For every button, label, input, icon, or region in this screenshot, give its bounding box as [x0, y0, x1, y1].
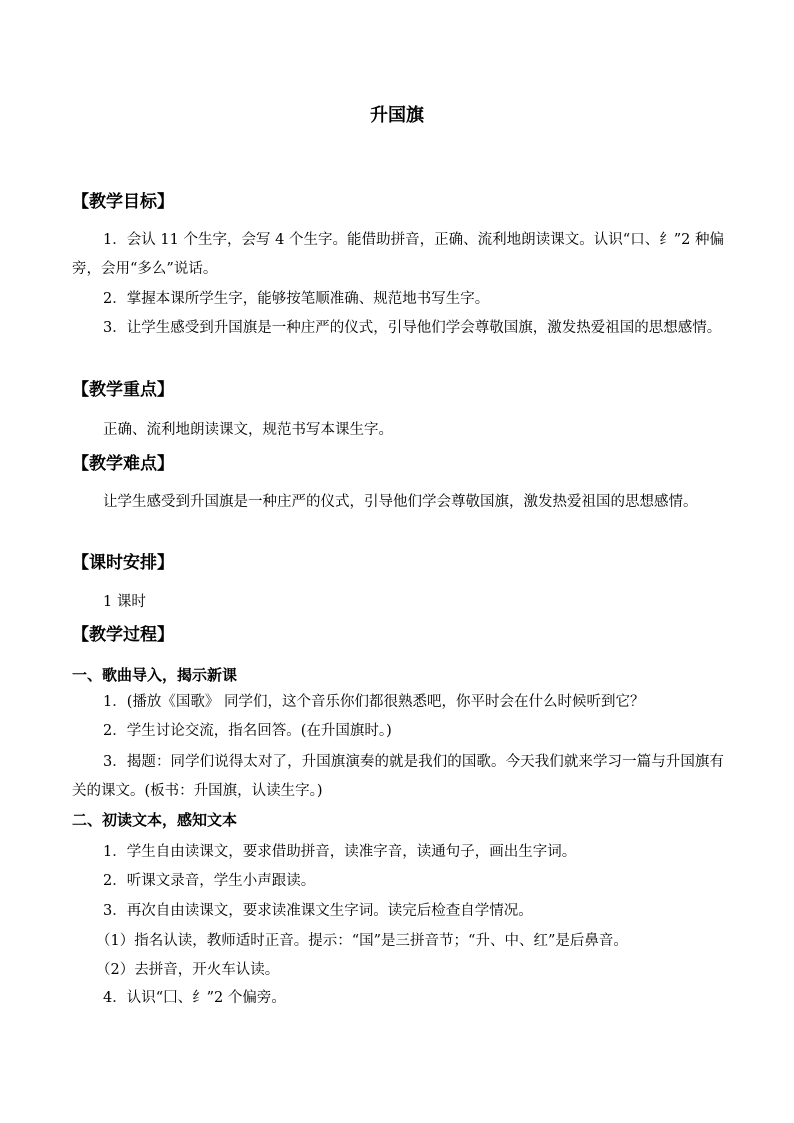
- process-part1-item-3: 3．揭题：同学们说得太对了，升国旗演奏的就是我们的国歌。今天我们就来学习一篇与升国旗有关的课文。(板书：升国旗，认读生字。): [72, 754, 724, 799]
- process-part2-heading: 二、初读文本，感知文本: [72, 811, 238, 829]
- process-part1-heading: 一、歌曲导入，揭示新课: [72, 666, 238, 684]
- process-part2-item-3: 3．再次自由读课文，要求读准课文生字词。读完后检查自学情况。: [103, 903, 533, 919]
- difficulties-heading: 【教学难点】: [72, 454, 174, 474]
- process-part2-subitem-1: （1）指名认读，教师适时正音。提示：“国”是三拼音节；“升、中、红”是后鼻音。: [96, 933, 628, 949]
- objectives-heading: 【教学目标】: [72, 192, 174, 212]
- process-heading: 【教学过程】: [72, 625, 174, 645]
- key-points-heading: 【教学重点】: [72, 380, 174, 400]
- schedule-heading: 【课时安排】: [72, 553, 174, 573]
- key-points-text: 正确、流利地朗读课文，规范书写本课生字。: [103, 422, 393, 438]
- process-part2-item-2: 2．听课文录音，学生小声跟读。: [103, 873, 316, 889]
- process-part1-item-2: 2．学生讨论交流，指名回答。(在升国旗时。): [103, 723, 392, 739]
- process-part2-subitem-2: （2）去拼音，开火车认读。: [96, 962, 280, 978]
- objective-item-2: 2．掌握本课所学生字，能够按笔顺准确、规范地书写生字。: [103, 291, 490, 307]
- page-title: 升国旗: [370, 105, 424, 126]
- process-part2-item-1: 1．学生自由读课文，要求借助拼音，读准字音，读通句子，画出生字词。: [103, 844, 577, 860]
- schedule-text: 1 课时: [103, 594, 146, 610]
- process-part1-item-1: 1．(播放《国歌》 同学们，这个音乐你们都很熟悉吧，你平时会在什么时候听到它？: [103, 694, 645, 710]
- objective-item-1: 1．会认 11 个生字，会写 4 个生字。能借助拼音，正确、流利地朗读课文。认识“口、纟”2 种偏旁，会用“多么”说话。: [72, 232, 724, 277]
- difficulties-text: 让学生感受到升国旗是一种庄严的仪式，引导他们学会尊敬国旗，激发热爱祖国的思想感情。: [103, 494, 698, 510]
- process-part2-item-4: 4．认识“囗、纟”2 个偏旁。: [103, 990, 286, 1006]
- objective-item-3: 3．让学生感受到升国旗是一种庄严的仪式，引导他们学会尊敬国旗，激发热爱祖国的思想感情。: [103, 320, 722, 336]
